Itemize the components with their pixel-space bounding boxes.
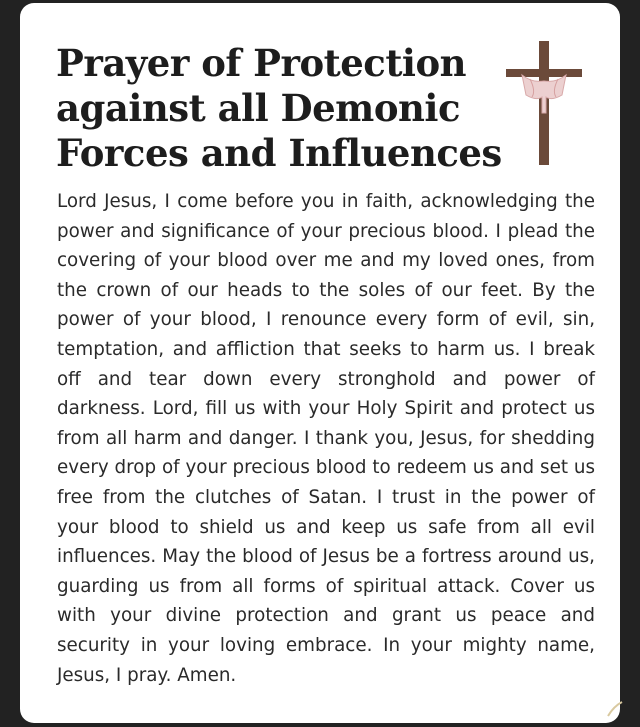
corner-decoration-icon — [606, 700, 624, 718]
prayer-body: Lord Jesus, I come before you in faith, acknowledging the power and significance of your precious blood. I plead the covering of your blood over me and my loved ones, from the crown of our heads to the soles of our feet. By the power of your blood, I renounce every form of evil, sin, temptation, and affliction that seeks to harm us. I break off and tear down every stronghold and power of darkness. Lord, fill us with your Holy Spirit and protect us from all harm and danger. I thank you, Jesus, for shedding every drop of your precious blood to redeem us and set us free from the clutches of Satan. I trust in the power of your blood to shield us and keep us safe from all evil influences. May the blood of Jesus be a fortress around us, guarding us from all forms of spiritual attack. Cover us with your divine protection and grant us peace and security in your loving embrace. In your mighty name, Jesus, I pray. Amen. — [57, 191, 595, 686]
prayer-card — [20, 3, 620, 723]
prayer-title — [56, 41, 526, 176]
cross-with-shroud-icon — [502, 39, 586, 169]
title-line-1: Prayer of Protection — [56, 41, 467, 85]
title-line-2: against all Demonic — [56, 86, 460, 130]
title-line-3: Forces and Influences — [56, 131, 502, 175]
